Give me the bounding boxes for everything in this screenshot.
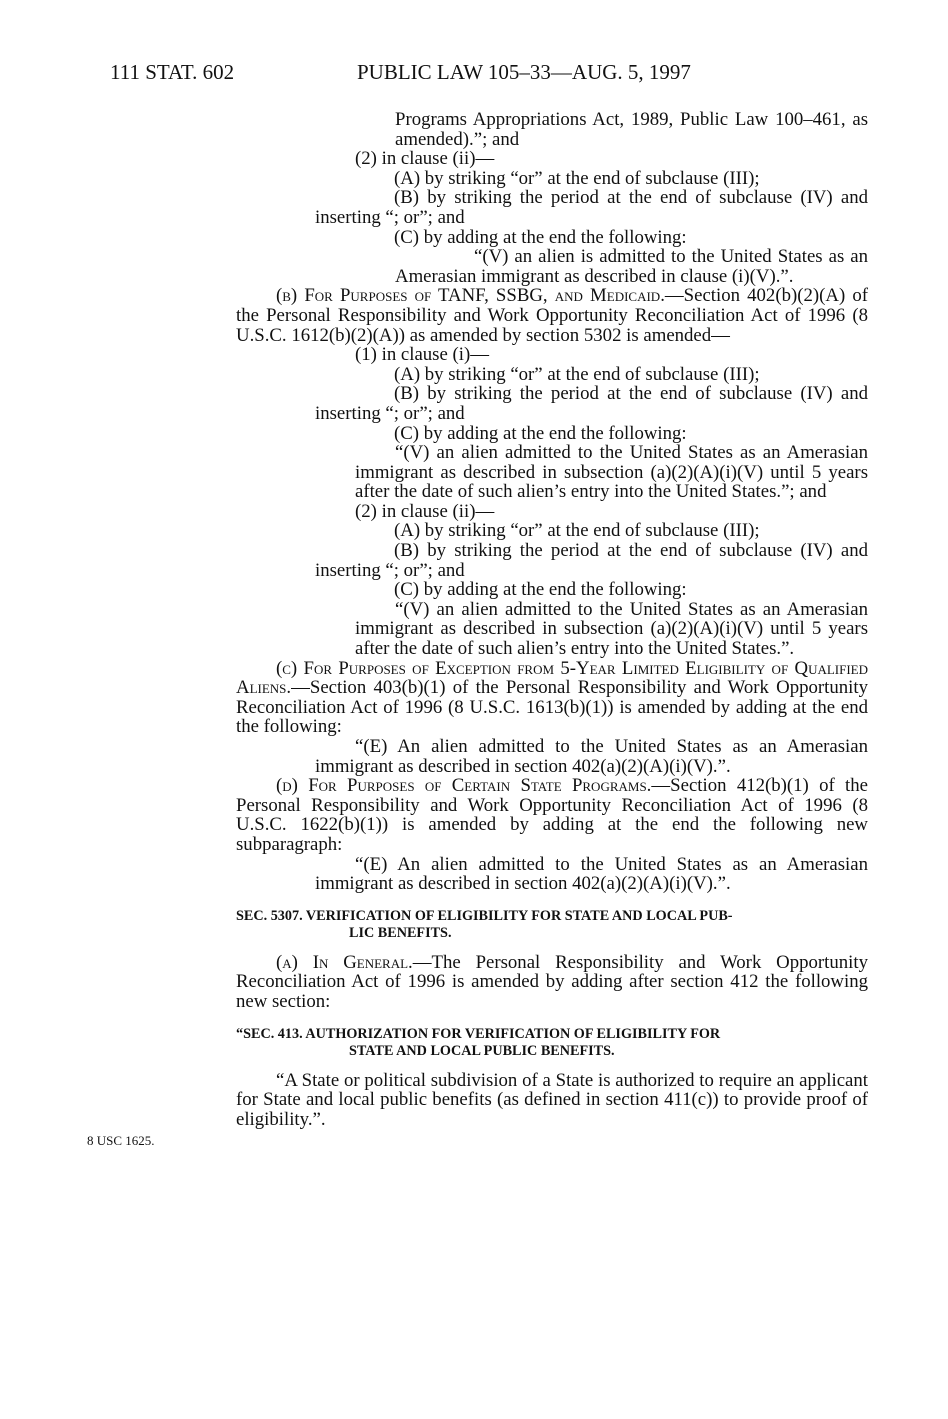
section-heading-line: STATE AND LOCAL PUBLIC BENEFITS. (349, 1042, 615, 1059)
subsection-heading: (b) For Purposes of TANF, SSBG, and Medicaid. (276, 285, 665, 307)
section-5307-heading (236, 908, 868, 942)
paragraph: “(E) An alien admitted to the United States as an Amerasian immigrant as described in section 402(a)(2)(A)(i)(V).”. (315, 736, 868, 777)
paragraph: “(V) an alien admitted to the United States as an Amerasian immigrant as described in subsection (a)(2)(A)(i)(V) until 5 years after the date of such alien’s entry into the United States.”; and (355, 442, 868, 503)
running-head-law-title: PUBLIC LAW 105–33—AUG. 5, 1997 (357, 60, 691, 84)
paragraph: (B) by striking the period at the end of subclause (IV) and inserting “; or”; and (315, 540, 868, 581)
document-body (236, 110, 868, 1129)
section-413-heading (236, 1026, 868, 1060)
paragraph: “(V) an alien is admitted to the United States as an Amerasian immigrant as described in clause (i)(V).”. (395, 246, 868, 287)
subsection-text: —Section 402(b)(2)(A) of the Personal Responsibility and Work Opportunity Reconciliation Act of 1996 (8 U.S.C. 1612(b)(2)(A)) as amended by section 5302 is amended— (236, 285, 868, 346)
paragraph: “(E) An alien admitted to the United States as an Amerasian immigrant as described in section 402(a)(2)(A)(i)(V).”. (315, 853, 868, 895)
subsection-text: —The Personal Responsibility and Work Opportunity Reconciliation Act of 1996 is amended by adding after section 412 the following new section: (236, 951, 868, 1012)
paragraph: (C) by adding at the end the following: (394, 422, 687, 444)
paragraph: Programs Appropriations Act, 1989, Public Law 100–461, as amended).”; and (395, 109, 868, 150)
paragraph: (A) by striking “or” at the end of subclause (III); (394, 363, 760, 385)
paragraph: (1) in clause (i)— (355, 344, 490, 366)
section-heading-line: LIC BENEFITS. (349, 924, 452, 941)
paragraph: (2) in clause (ii)— (355, 148, 495, 170)
subsection-text: —Section 412(b)(1) of the Personal Responsibility and Work Opportunity Reconciliation Act of 1996 (8 U.S.C. 1622(b)(1)) is amended by adding at the end the following new subparagraph: (236, 775, 868, 855)
subsection-heading: (d) For Purposes of Certain State Programs. (276, 775, 652, 797)
paragraph: (B) by striking the period at the end of subclause (IV) and inserting “; or”; and (315, 383, 868, 424)
subsection-heading: (a) In General. (276, 951, 413, 973)
paragraph: (C) by adding at the end the following: (394, 226, 687, 248)
subsection-text: —Section 403(b)(1) of the Personal Responsibility and Work Opportunity Reconciliation Act of 1996 (8 U.S.C. 1613(b)(1)) is amended by adding at the end the following: (236, 677, 868, 738)
section-heading-line: SEC. 5307. VERIFICATION OF ELIGIBILITY FOR STATE AND LOCAL PUB- (236, 907, 733, 924)
paragraph: (C) by adding at the end the following: (394, 579, 687, 601)
paragraph: “A State or political subdivision of a State is authorized to require an applicant for State and local public benefits (as defined in section 411(c)) to provide proof of eligibility.”. (236, 1069, 868, 1130)
paragraph: (B) by striking the period at the end of subclause (IV) and inserting “; or”; and (315, 187, 868, 228)
subsection-heading: (c) For Purposes of Exception from 5-Year Limited Eligibility of Qualified Aliens. (236, 657, 868, 699)
page-stat-reference: 111 STAT. 602 (110, 60, 235, 84)
subsection-b (236, 286, 868, 345)
usc-margin-note: 8 USC 1625. (87, 1133, 155, 1148)
paragraph: (2) in clause (ii)— (355, 500, 495, 522)
subsection-a (236, 953, 868, 1012)
subsection-d (236, 776, 868, 854)
paragraph: (A) by striking “or” at the end of subclause (III); (394, 167, 760, 189)
subsection-c (236, 659, 868, 737)
paragraph: (A) by striking “or” at the end of subclause (III); (394, 520, 760, 542)
paragraph: “(V) an alien admitted to the United States as an Amerasian immigrant as described in subsection (a)(2)(A)(i)(V) until 5 years after the date of such alien’s entry into the United States.”. (355, 598, 868, 660)
section-heading-line: “SEC. 413. AUTHORIZATION FOR VERIFICATION OF ELIGIBILITY FOR (236, 1025, 721, 1042)
